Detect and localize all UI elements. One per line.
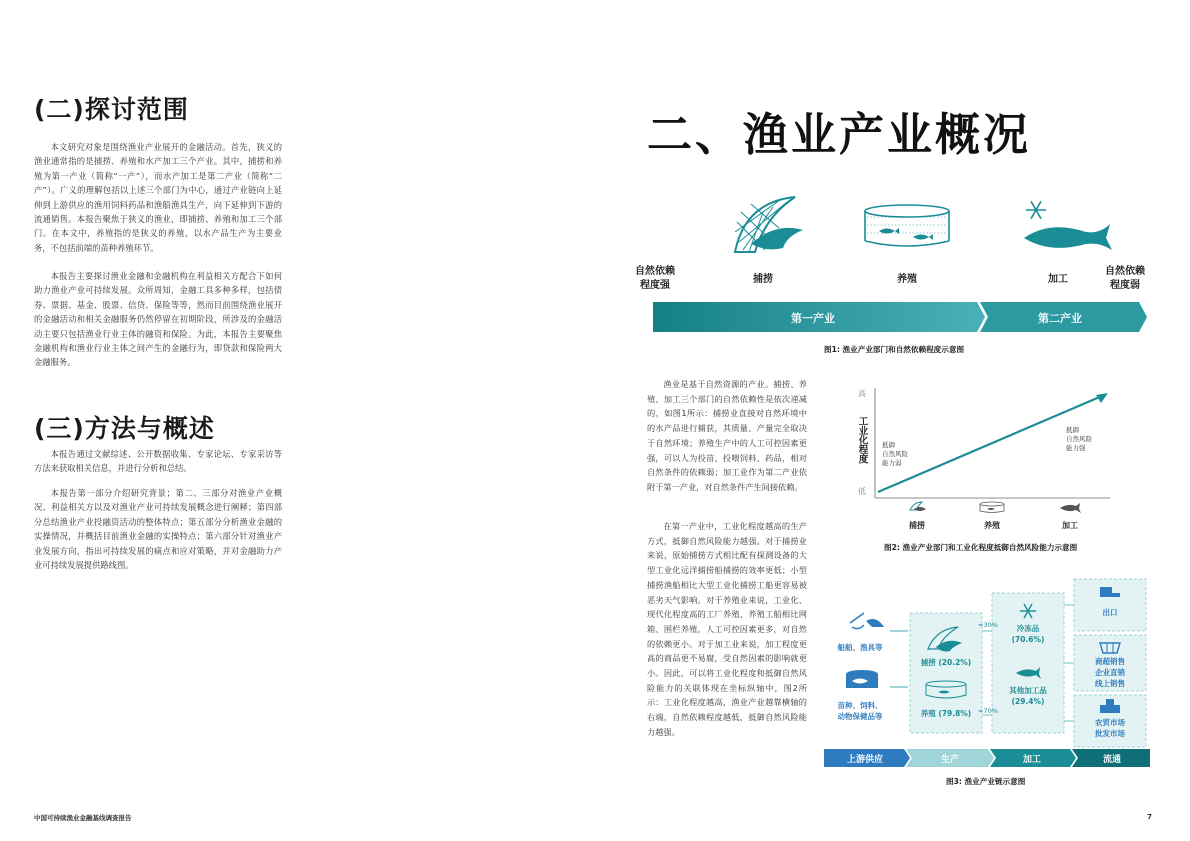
- section-title-method: (三)方法与概述: [34, 414, 215, 443]
- retail-label-2: 企业直销: [1095, 668, 1125, 677]
- nature-dependence-paragraph: 渔业是基于自然资源的产业。捕捞、养殖、加工三个部门的自然依赖性是依次递减的，如图1所示：捕捞业直接对自然环境中的水产品进行捕获，其质量、产量完全取决于自然环境；养殖生产中的人工可控因素更强，可以人为投苗、投喂饲料、药品，相对自然条件的依赖弱；加工业作为第二产业依附于第一产业，对自然条件产生间接依赖。: [647, 379, 807, 492]
- fig1-right-label-1: 自然依赖: [1105, 266, 1145, 277]
- industrialization-paragraph: 在第一产业中，工业化程度越高的生产方式，抵御自然风险能力越强。对于捕捞业来说，原始捕捞方式相比配有探测设备的大型工业化远洋捕捞船捕捞的效率更低；小型捕捞渔船相比大型工业化捕捞工船更容易被恶劣天气影响。对于养殖业来说，工业化、现代化程度高的工厂养殖、养殖工船相比网箱、围栏养殖，人工可控因素更多，对自然的依赖更小。对于加工业来说，加工程度更高的商品更不易腐，受自然因素的影响就更小。因此，可以将工业化程度和抵御自然风险能力的关联体现在坐标纵轴中，图2所示：工业化程度越高，渔业产业越靠横轴的右端，自然依赖程度越低，抵御自然风险能力越强。: [647, 521, 807, 737]
- primary-industry-label: 第一产业: [791, 312, 835, 325]
- market-label-1: 农贸市场: [1095, 718, 1125, 727]
- fig2-left-note-3: 能力弱: [882, 459, 902, 467]
- upstream-boats-label: 船舶、渔具等: [837, 643, 883, 652]
- figure-2-caption: 图2: 渔业产业部门和工业化程度抵御自然风险能力示意图: [884, 543, 1078, 552]
- scope-paragraph-1: 本文研究对象是围绕渔业产业展开的金融活动。首先，狭义的渔业通常指的是捕捞、养殖和水产加工三个产业。其中，捕捞和养殖为第一产业（简称“一产”），而水产加工是第二产业（简称“二产”）。广义的理解包括以上述三个部门为中心，通过产业链向上延伸到上游供应的渔用饲料药品和渔船渔具生产，向下延伸到下游的流通销售。本报告聚焦于狭义的渔业，即捕捞、养殖和加工三个部门。在本文中，养殖指的是狭义的养殖，以水产品生产为主要业务，不包括前端的苗种养殖环节。: [34, 142, 282, 253]
- production-fishing-label: 捕捞 (20.2%): [920, 658, 972, 667]
- fig2-farming-icon: [980, 502, 1004, 513]
- fig1-left-label-2: 程度强: [640, 280, 670, 291]
- method-paragraph-2: 本报告第一部分介绍研究背景；第二、三部分对渔业产业概况、利益相关方以及对渔业产业可持续发展概念进行阐释；第四部分总结渔业产业投融资活动的整体特点；第五部分分析渔业金融的实操情况，并概括目前渔业金融的实操特点；第六部分针对渔业产业发展方向，指出可持续发展的痛点和应对策略，并对金融助力产业可持续发展提供路线图。: [34, 488, 282, 571]
- export-box: [1074, 579, 1146, 631]
- fig2-y-low: 低: [858, 487, 866, 496]
- fig2-left-note-1: 抵御: [882, 441, 895, 449]
- fig1-farming-label: 养殖: [897, 274, 917, 285]
- retail-label-3: 线上销售: [1095, 679, 1125, 688]
- stage-upstream-label: 上游供应: [846, 755, 884, 765]
- retail-label-1: 商超销售: [1095, 657, 1125, 666]
- fig2-right-note-2: 自然风险: [1066, 435, 1092, 443]
- stage-production-label: 生产: [940, 755, 960, 765]
- fig2-right-note-1: 抵御: [1066, 426, 1079, 434]
- figure-2: [820, 380, 1160, 535]
- fig2-x-processing: 加工: [1062, 521, 1078, 530]
- fig1-right-label-2: 程度弱: [1110, 280, 1140, 291]
- figure-3-caption: 图3: 渔业产业链示意图: [946, 777, 1026, 786]
- processing-upper-percent: ≈30%: [978, 621, 998, 629]
- fig1-fishing-label: 捕捞: [753, 274, 773, 285]
- figure-1-caption: 图1: 渔业产业部门和自然依赖程度示意图: [824, 345, 965, 354]
- fig1-left-label-1: 自然依赖: [635, 266, 675, 277]
- fig2-x-fishing: 捕捞: [909, 521, 925, 530]
- processing-lower-percent: ≈70%: [978, 707, 998, 715]
- export-label: 出口: [1102, 608, 1118, 617]
- method-paragraph-1: 本报告通过文献综述、公开数据收集、专家论坛、专家采访等方法来获取相关信息，并进行分析和总结。: [34, 449, 282, 474]
- figure-1: [595, 190, 1190, 340]
- production-farming-label: 养殖 (79.8%): [920, 709, 972, 718]
- fig1-processing-label: 加工: [1048, 274, 1068, 285]
- other-products-label-2: (29.4%): [1011, 697, 1045, 706]
- fishing-net-icon: [735, 197, 803, 252]
- other-products-label-1: 其他加工品: [1009, 686, 1047, 695]
- secondary-industry-label: 第二产业: [1038, 312, 1082, 325]
- processing-box: [992, 593, 1064, 733]
- section-title-scope: (二)探讨范围: [34, 95, 189, 124]
- frozen-label-2: (70.6%): [1011, 635, 1045, 644]
- fig2-right-note-3: 能力强: [1066, 444, 1086, 452]
- footer-report-title: 中国可持续渔业金融基线调查报告: [34, 814, 132, 822]
- page-number: 7: [1147, 813, 1152, 821]
- figure-3: [820, 575, 1160, 775]
- fig2-left-note-2: 自然风险: [882, 450, 908, 458]
- fig2-y-high: 高: [858, 389, 866, 398]
- stage-distribution-label: 流通: [1102, 755, 1122, 765]
- fig2-x-farming: 养殖: [984, 521, 1000, 530]
- upstream-feed-label-2: 动物保健品等: [837, 712, 883, 721]
- fig2-processing-icon: [1060, 503, 1081, 513]
- fig2-y-axis-label: 工业化程度: [856, 416, 868, 464]
- feed-can-icon: [846, 670, 878, 688]
- aquaculture-tank-icon: [865, 205, 949, 246]
- fig2-fishing-icon: [910, 502, 926, 511]
- scope-paragraph-2: 本报告主要探讨渔业金融和金融机构在利益相关方配合下如何助力渔业产业可持续发展。众所周知，金融工具多种多样，包括债券、票据、基金、股票、信贷、保险等等，然而目前围绕渔业展开的金融活动和相关金融服务仍然停留在初期阶段，所涉及的金融活动主要只包括渔业行业主体的融资和保险。为此，本报告主要聚焦金融机构和渔业行业主体之间产生的金融行为，即贷款和保险两大金融服务。: [34, 271, 282, 368]
- anchor-icon: [850, 613, 884, 629]
- processing-fish-icon: [1024, 201, 1112, 250]
- frozen-label-1: 冷冻品: [1016, 624, 1040, 633]
- right-page: [595, 0, 1190, 841]
- market-label-2: 批发市场: [1095, 729, 1125, 738]
- upstream-feed-label-1: 苗种、饲料、: [837, 701, 883, 710]
- stage-processing-label: 加工: [1022, 755, 1042, 765]
- chapter-title: 二、渔业产业概况: [647, 108, 1032, 161]
